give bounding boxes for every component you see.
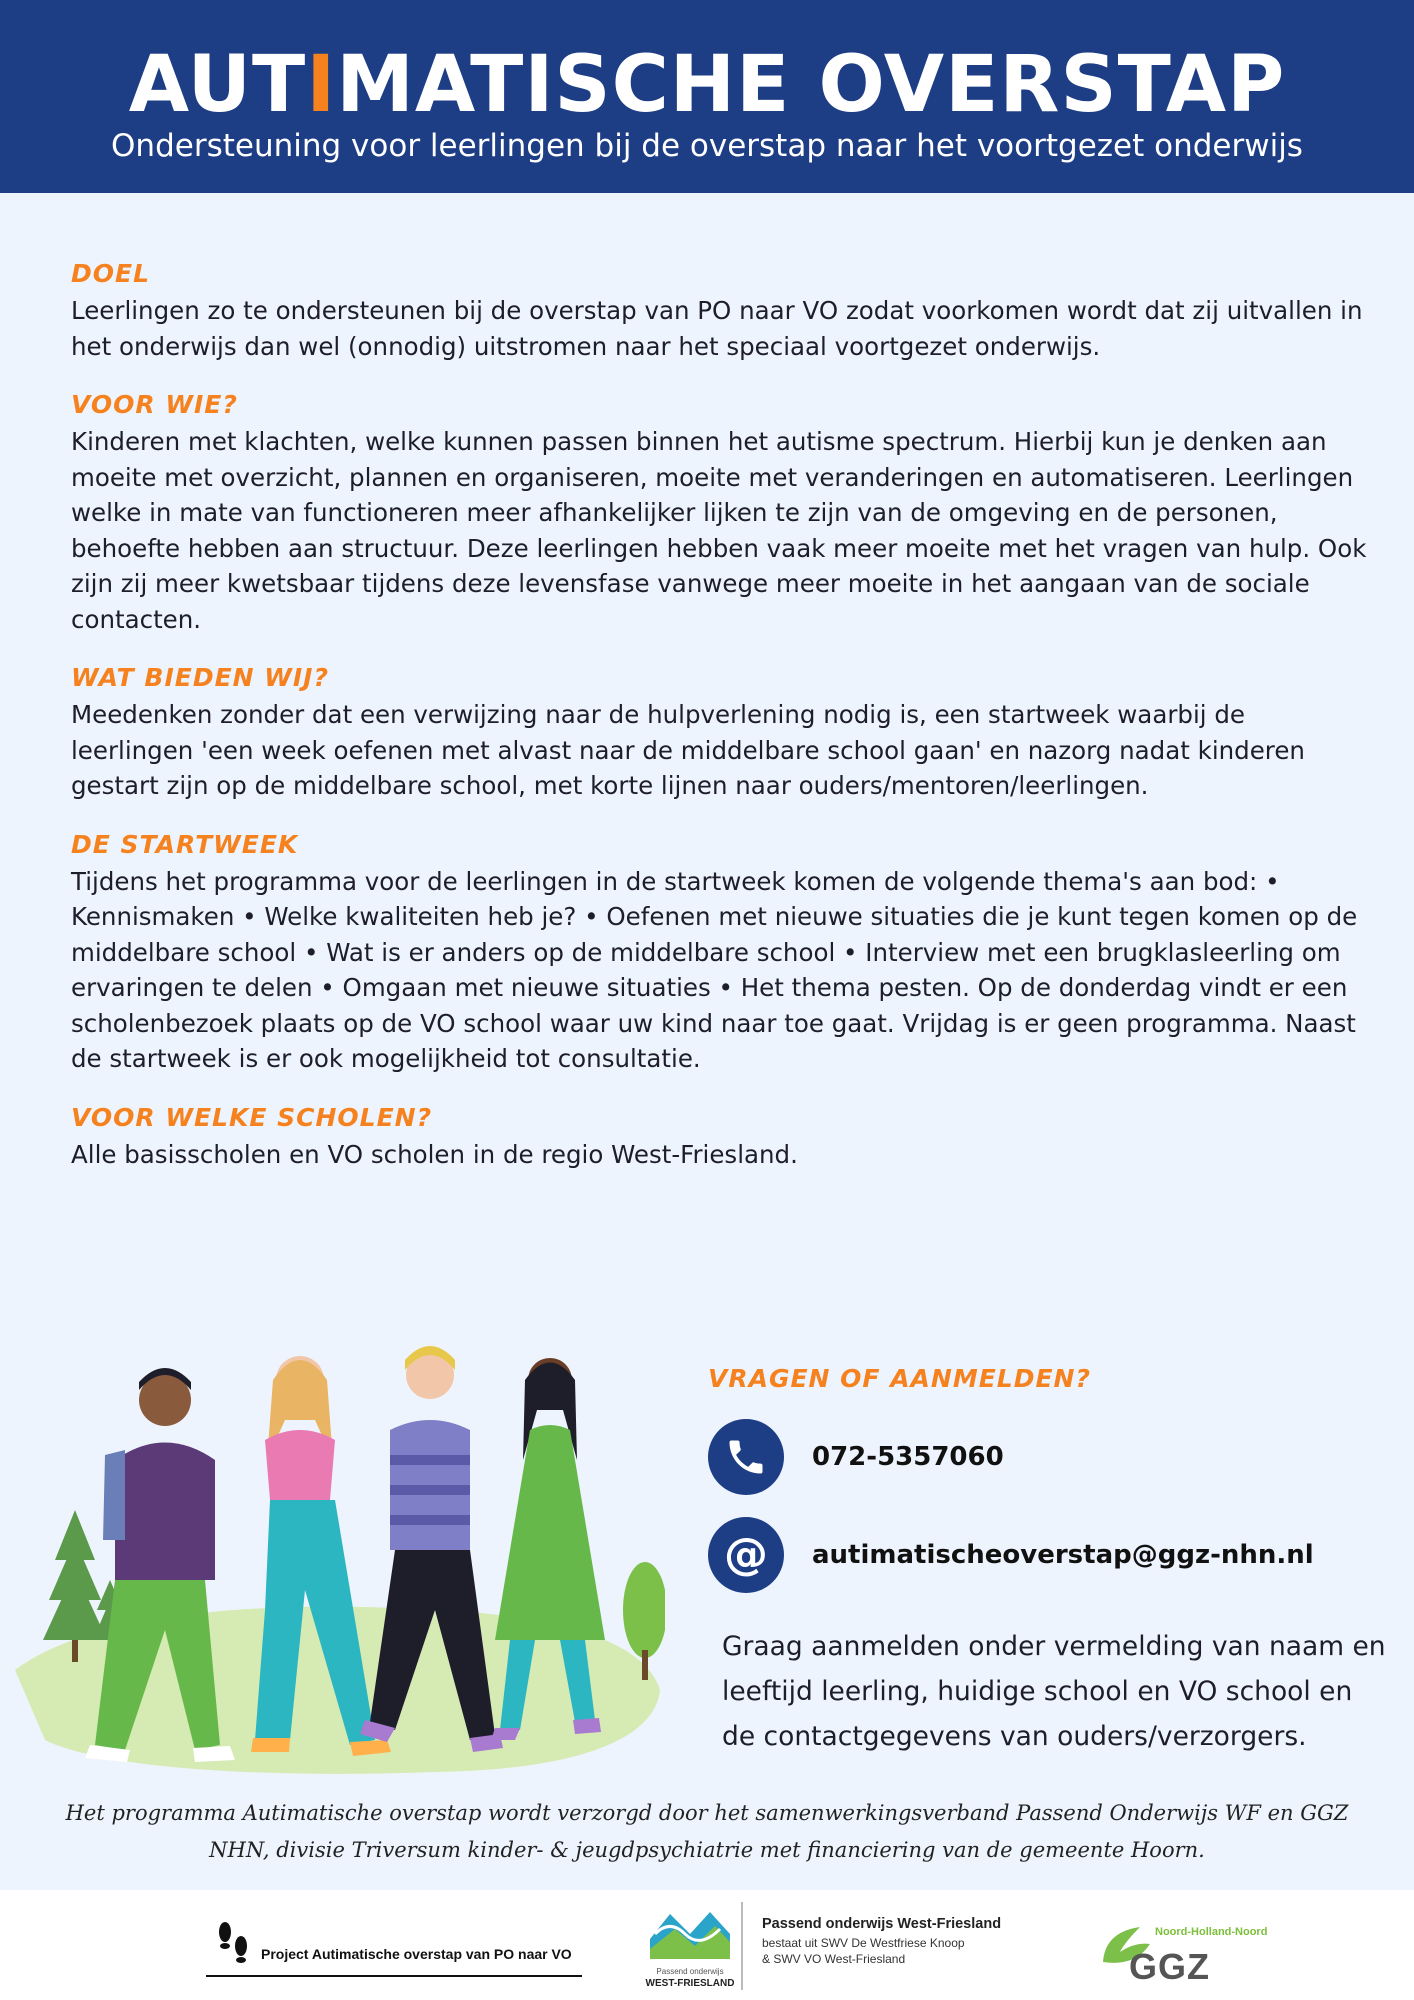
logo2-line1: bestaat uit SWV De Westfriese Knoop [762, 1936, 965, 1950]
logo3-name: GGZ [1129, 1946, 1210, 1987]
logo1-label: Project Autimatische overstap van PO naar VO [261, 1946, 572, 1962]
logo-project-autimatische-overstap [206, 1920, 582, 1977]
contact-email[interactable]: autimatischeoverstap@ggz-nhn.nl [812, 1540, 1314, 1570]
contact-heading: VRAGEN OF AANMELDEN? [708, 1364, 1091, 1393]
section-heading: DE STARTWEEK [71, 829, 299, 859]
contact-email-row [708, 1516, 1388, 1594]
phone-icon [708, 1419, 784, 1495]
page-subtitle: Ondersteuning voor leerlingen bij de overstap naar het voortgezet onderwijs [111, 128, 1303, 164]
title-part1: AUT [128, 40, 307, 130]
header-banner [0, 0, 1414, 193]
section-voor-wie [71, 386, 1371, 637]
students-walking-illustration [15, 1310, 665, 1780]
logo-ggz-nhn [1095, 1902, 1295, 1992]
title-accent: I [306, 40, 337, 130]
content-sections [71, 255, 1371, 1194]
section-heading: WAT BIEDEN WIJ? [71, 663, 329, 692]
logo2-region-label: WEST-FRIESLAND [645, 1978, 735, 1989]
logo2-small-label: Passend onderwijs [656, 1967, 724, 1976]
section-body: Kinderen met klachten, welke kunnen passen binnen het autisme spectrum. Hierbij kun je denken aan moeite met overzicht, plannen en organiseren, moeite met veranderingen en automatiseren. Leerlingen welke in mate van functioneren meer afhankelijker lijken te zijn van de omgeving en de personen, behoefte hebben aan structuur. Deze leerlingen hebben vaak meer moeite met het vragen van hulp. Ook zijn zij meer kwetsbaar tijdens deze levensfase vanwege meer moeite in het aangaan van de sociale contacten. [71, 427, 1367, 634]
section-body: Alle basisscholen en VO scholen in de regio West-Friesland. [71, 1139, 798, 1169]
section-doel [71, 255, 1371, 364]
section-heading: VOOR WELKE SCHOLEN? [71, 1102, 433, 1132]
at-symbol: @ [724, 1529, 768, 1580]
section-heading: DOEL [71, 259, 151, 288]
title-part2: MATISCHE OVERSTAP [336, 40, 1286, 130]
contact-phone-row [708, 1418, 1388, 1496]
contact-block [708, 1360, 1388, 1759]
page-title [0, 40, 1414, 130]
section-body: Leerlingen zo te ondersteunen bij de overstap van PO naar VO zodat voorkomen wordt dat zij uitvallen in het onderwijs dan wel (onnodig) uitstromen naar het speciaal voortgezet onderwijs. [71, 296, 1363, 361]
section-body: Meedenken zonder dat een verwijzing naar de hulpverlening nodig is, een startweek waarbij de leerlingen 'een week oefenen met alvast naar de middelbare school gaan' en nazorg nadat kinderen gestart zijn op de middelbare school, met korte lijnen naar ouders/mentoren/leerlingen. [71, 700, 1305, 800]
logo3-region: Noord-Holland-Noord [1155, 1926, 1268, 1938]
section-heading: VOOR WIE? [71, 390, 238, 419]
wave-mark-icon [645, 1904, 735, 1964]
footprints-icon [211, 1920, 255, 1972]
contact-note: Graag aanmelden onder vermelding van naam en leeftijd leerling, huidige school en VO school en de contactgegevens van ouders/verzorgers. [722, 1631, 1386, 1752]
logo2-line2: & SWV VO West-Friesland [762, 1952, 906, 1966]
logo-passend-onderwijs-west-friesland [625, 1902, 1055, 1992]
section-startweek [71, 826, 1371, 1077]
logo2-title: Passend onderwijs West-Friesland [762, 1916, 1002, 1932]
section-wat-bieden-wij [71, 659, 1371, 804]
section-body: Tijdens het programma voor de leerlingen in de startweek komen de volgende thema's aan bod: • Kennismaken • Welke kwaliteiten heb je? • Oefenen met nieuwe situaties die je kunt tegen komen op de middelbare school • Wat is er anders op de middelbare school • Interview met een brugklasleerling om ervaringen te delen • Omgaan met nieuwe situaties • Het thema pesten. Op de donderdag vindt er een scholenbezoek plaats op de VO school waar uw kind naar toe gaat. Vrijdag is er geen programma. Naast de startweek is er ook mogelijkheid tot consultatie. [71, 866, 1358, 1073]
program-footnote: Het programma Autimatische overstap wordt verzorgd door het samenwerkingsverband Passend Onderwijs WF en GGZ NHN, divisie Triversum kinder- & jeugdpsychiatrie met financiering van de gemeente Hoorn. [65, 1801, 1349, 1862]
logo2-separator [741, 1902, 743, 1990]
contact-phone[interactable]: 072-5357060 [812, 1442, 1004, 1472]
section-voor-welke-scholen [71, 1099, 1371, 1173]
footer-logos [0, 1890, 1414, 2000]
at-sign-icon [708, 1517, 784, 1593]
